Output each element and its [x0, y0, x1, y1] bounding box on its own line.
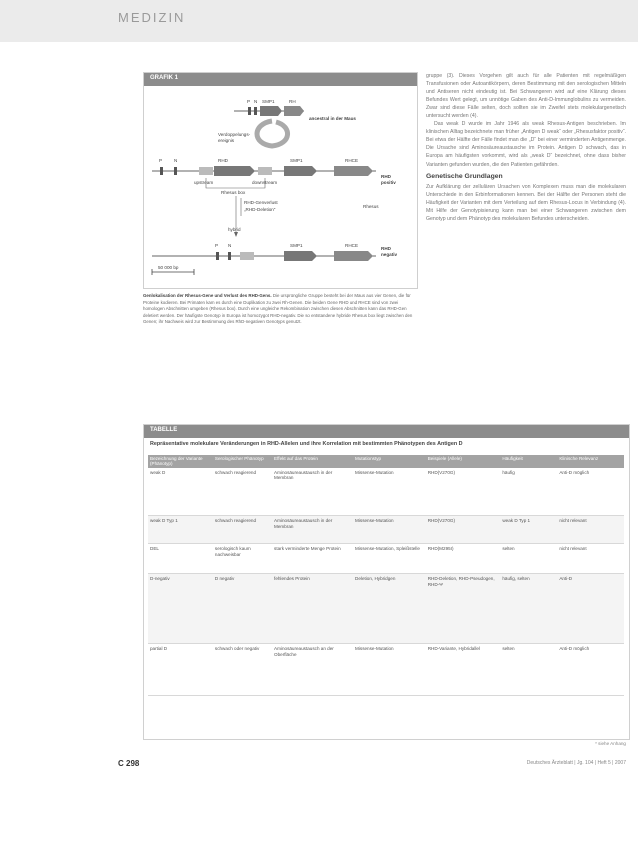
table-cell: Missense-Mutation — [353, 644, 426, 696]
table-header-row — [148, 455, 624, 468]
neg-gene-rhce — [334, 251, 373, 261]
body-paragraph-1: gruppe (3). Dieses Vorgehen gilt auch für alle Patienten mit regelmäßigen Transfusionen oder Autoantikörpern, deren Bestimmung mit den serologischen Mitteln und Antiseren nicht eindeutig ist. Bei Schwangeren wird auf eine Klärung dieses Befundes Wert gelegt, um unnötige Gaben des Anti-D-Immunglobulins zu vermeiden. Zwar sind diese Fälle selten, doch sollten sie im Zweifel stets molekulargenetisch untersucht werden (4). — [426, 73, 626, 120]
ancestral-label: ancestral in der Maus — [309, 116, 356, 121]
neg-gene-smp1 — [284, 251, 317, 261]
hybrid-rhesus-box — [240, 252, 254, 260]
table-cell: D negativ — [213, 574, 272, 644]
label-smp1: SMP1 — [290, 158, 303, 163]
duplication-label-1: Verdoppelungs- — [218, 132, 251, 137]
table-cell: selten — [500, 544, 557, 574]
table-cell: selten — [500, 644, 557, 696]
figure-caption — [143, 293, 416, 326]
label-upstream: upstream — [194, 180, 214, 185]
label-rhd: RHD — [218, 158, 228, 163]
scale-label: 50 000 bp — [158, 265, 179, 270]
table-cell: Missense-Mutation — [353, 468, 426, 516]
table-title: Repräsentative molekulare Veränderungen in RHD-Allelen und ihre Korrelation mit bestimmten Phänotypen des Antigen D — [150, 441, 463, 447]
rhesus-box-upstream — [199, 167, 213, 175]
label-hybrid: hybrid — [228, 227, 241, 232]
table-row — [148, 544, 624, 574]
label-n: N — [174, 158, 178, 163]
table-cell: schwach reagierend — [213, 468, 272, 516]
label-rhd-positive-1: RHD — [381, 174, 391, 179]
gene-p — [160, 167, 163, 175]
section-heading: Genetische Grundlagen — [426, 172, 503, 180]
table-cell: nicht relevant — [557, 516, 624, 544]
table-cell: DEL — [148, 544, 213, 574]
body-paragraph-3: Zur Aufklärung der zellulären Ursachen von Komplexen muss man die molekularen Unterschiede in den Erbinformationen kennen. Bei der Hälfte der Personen steht die Häufigkeit der Varianten mit dem Verteilung auf dem Rhesus-Locus in Verbindung (4). Mit Hilfe der Genotypisierung kann man bei einer Schwangeren zwischen dem Genotyp und dem Phänotyp des molekularen Befundes unterscheiden. — [426, 183, 626, 222]
table-cell: schwach reagierend — [213, 516, 272, 544]
table-cell: häufig, selten — [500, 574, 557, 644]
table-cell: Anti-D — [557, 574, 624, 644]
label-rhd-negative-2: negativ — [381, 252, 398, 257]
table-header-cell: Serologischer Phänotyp — [213, 455, 272, 468]
label-rhd-negative-1: RHD — [381, 246, 391, 251]
table-cell: RHD(M295I) — [426, 544, 501, 574]
label-rhd-deletion: „RHD-Deletion“ — [244, 207, 276, 212]
label-p: P — [159, 158, 163, 163]
neg-label-rhce: RHCE — [345, 243, 359, 248]
gene-n — [174, 167, 177, 175]
table-cell: häufig — [500, 468, 557, 516]
variants-table — [148, 455, 624, 696]
body-text-column — [426, 72, 626, 223]
table-panel — [143, 424, 630, 740]
table-cell: weak D Typ 1 — [148, 516, 213, 544]
table-row — [148, 468, 624, 516]
neg-gene-p — [216, 252, 219, 260]
table-cell: Anti-D möglich — [557, 468, 624, 516]
duplication-arrow — [257, 121, 288, 146]
table-cell: weak D — [148, 468, 213, 516]
table-cell: Aminosäureaustausch in der Membran — [272, 516, 353, 544]
table-header-cell: Klinische Relevanz — [557, 455, 624, 468]
journal-citation: Deutsches Ärzteblatt | Jg. 104 | Heft 5 | 2007 — [526, 760, 626, 766]
table-cell: partial D — [148, 644, 213, 696]
label-rhesus-box: Rhesus box — [221, 190, 246, 195]
table-cell: stark verminderte Menge Protein — [272, 544, 353, 574]
gene-smp1 — [284, 166, 317, 176]
table-header-cell: Häufigkeit — [500, 455, 557, 468]
ancestral-label-smp1: SMP1 — [262, 99, 275, 104]
label-downstream: downstream — [252, 180, 278, 185]
table-cell: RHD(V270G) — [426, 468, 501, 516]
table-label: TABELLE — [144, 425, 629, 438]
table-row — [148, 644, 624, 696]
deletion-arrow-head — [234, 232, 238, 237]
section-title-medizin: MEDIZIN — [118, 10, 186, 25]
table-footnote: * siehe Anhang — [595, 741, 626, 746]
ancestral-label-p: P — [247, 99, 251, 104]
duplication-label-2: ereignis — [218, 138, 235, 143]
table-cell: RHD-Deletion, RHD-Pseudogen, RHD-Ψ — [426, 574, 501, 644]
table-header-cell: Beispiele (Allele) — [426, 455, 501, 468]
figure-label: GRAFIK 1 — [144, 73, 417, 86]
label-rhd-positive-2: positiv — [381, 180, 396, 185]
table-cell: Missense-Mutation, Spleißstelle — [353, 544, 426, 574]
label-rhce: RHCE — [345, 158, 359, 163]
table-row — [148, 574, 624, 644]
figure-caption-title: Genlokalisation der Rhesus-Gene und Verlust des RHD-Gens. — [143, 293, 272, 298]
label-gene-loss: RHD-Genverlust — [244, 200, 278, 205]
table-cell: Aminosäureaustausch in der Membran — [272, 468, 353, 516]
table-cell: serologisch kaum nachweisbar — [213, 544, 272, 574]
body-paragraph-2: Das weak D wurde im Jahr 1946 als weak Rhesus-Antigen beschrieben. Im klinischen Alltag bezeichnete man früher „Antigen D weak“ oder „Rhesusfaktor positiv“. Bei etwa der Hälfte der Fälle findet man die „D“ bei einer verminderten Antigenmenge. Die Ursache sind Aminosäureaustausche im Protein. Antigen D schwach, das in Europa am häufigsten vorkommt, wird als „weak D“ bezeichnet, ohne dass bisher Varianten gefunden wurden, die den Patienten gefährden. — [426, 121, 626, 168]
page-number-text: C 298 — [118, 759, 140, 768]
neg-gene-n — [228, 252, 231, 260]
table-header-cell: Bezeichnung der Variante (Phänotyp) — [148, 455, 213, 468]
table-cell: fehlendes Protein — [272, 574, 353, 644]
table-cell: weak D Typ 1 — [500, 516, 557, 544]
table-cell: schwach oder negativ — [213, 644, 272, 696]
figure-caption-text: Die ursprüngliche Gruppe besteht bei der Maus aus vier Genen, die für Proteine kodieren. Bei Primaten kam es durch eine Duplikation zu zwei Rh-Genen. Die beiden Gene RHD und RHCE sind von zwei homologen Abschnitten umgeben (Rhesus box). Durch eine ungleiche Rekombination zwischen diesen Abschnitten kann das RHD-Gen deletiert werden. Der häufigste Genotyp in Europa ist homozygot RHD-negativ. Die so entstandene hybride Rhesus box liegt zwischen den Genen; ihr Nachweis wird zur Bestimmung des RhD-negativen Genotyps genutzt. — [143, 293, 413, 325]
page-header — [0, 0, 638, 42]
neg-label-n: N — [228, 243, 232, 248]
ancestral-label-rh: RH — [289, 99, 296, 104]
ancestral-gene-n — [254, 107, 257, 115]
ancestral-gene-smp1 — [260, 106, 282, 116]
table-cell: Aminosäureaustausch an der Oberfläche — [272, 644, 353, 696]
rhesus-box-downstream — [258, 167, 272, 175]
table-cell: nicht relevant — [557, 544, 624, 574]
table-cell: D-negativ — [148, 574, 213, 644]
table-row — [148, 516, 624, 544]
neg-label-p: P — [215, 243, 219, 248]
table-cell: RHD-Variante, Hybridallel — [426, 644, 501, 696]
table-cell: RHD(V270G) — [426, 516, 501, 544]
page-number — [118, 759, 139, 768]
ancestral-label-n: N — [254, 99, 258, 104]
label-rhesus: Rhesus — [363, 204, 379, 209]
table-header-cell: Mutationstyp — [353, 455, 426, 468]
table-header-cell: Effekt auf das Protein — [272, 455, 353, 468]
table-cell: Missense-Mutation — [353, 516, 426, 544]
gene-rhce — [334, 166, 373, 176]
gene-rhd — [214, 166, 255, 176]
ancestral-gene-rh — [284, 106, 304, 116]
figure-grafik-1 — [143, 72, 418, 289]
neg-label-smp1: SMP1 — [290, 243, 303, 248]
table-cell: Anti-D möglich — [557, 644, 624, 696]
rhesus-gene-diagram — [144, 86, 417, 286]
ancestral-gene-p — [248, 107, 251, 115]
table-cell: Deletion, Hybridgen — [353, 574, 426, 644]
